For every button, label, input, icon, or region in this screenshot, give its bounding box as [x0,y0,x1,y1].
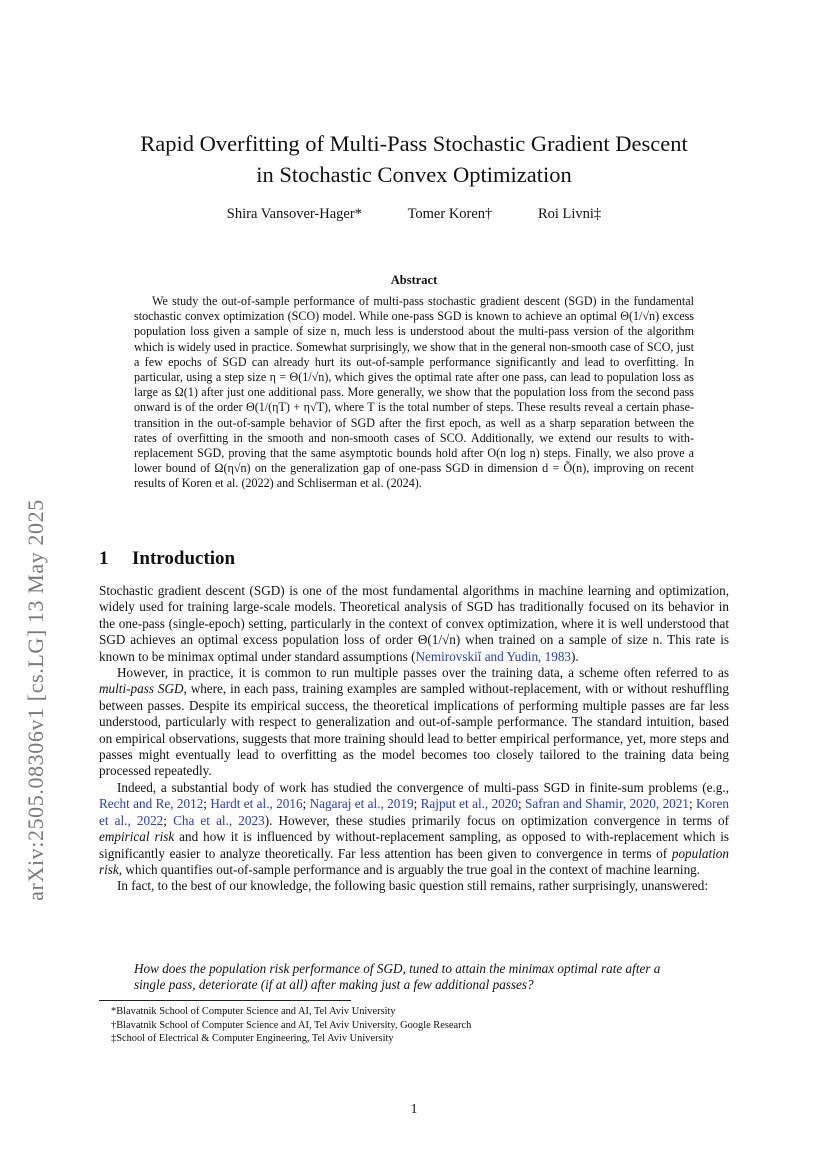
paragraph-2 [99,665,729,780]
paragraph-3: Indeed, a substantial body of work has studied the convergence of multi-pass SGD in finite-sum problems (e.g., Recht and Re, 2012; Hardt et al., 2016; Nagaraj et al., 2019; Rajput et al., 2020; Safran and Shamir, 2020, 2021; Koren et al., 2022; Cha et al., 2023). However, these studies primarily focus on optimization convergence in terms of empirical risk and how it is influenced by without-replacement sampling, as opposed to with-replacement which is significantly easier to analyze theoretically. Far less attention has been given to convergence in terms of population risk, which quantifies out-of-sample performance and is arguably the true goal in the context of machine learning. [99,779,729,877]
citation-link[interactable]: Hardt et al., 2016 [210,796,303,812]
paragraph-text: However, in practice, it is common to run multiple passes over the training data, a scheme often referred to as [117,665,729,681]
paragraph-text: , which quantifies out-of-sample performance and is arguably the true goal in the context of machine learning. [118,861,701,877]
paragraph-1 [99,583,729,665]
paragraph-text: Indeed, a substantial body of work has studied the convergence of multi-pass SGD in finite-sum problems (e.g., [117,779,729,795]
citation-link[interactable]: Koren et al., 2022 [99,796,729,828]
footnote-divider [99,1000,351,1001]
footnotes [111,1005,471,1046]
citation-link[interactable]: Nemirovskiĭ and Yudin, 1983 [415,648,572,664]
emphasis: population risk [99,845,729,877]
footnote-3: ‡School of Electrical & Computer Engineering, Tel Aviv University [111,1033,394,1045]
footnote-1: *Blavatnik School of Computer Science and AI, Tel Aviv University [111,1006,396,1017]
arxiv-identifier: arXiv:2505.08306v1 [cs.LG] 13 May 2025 [23,499,48,901]
paragraph-4: In fact, to the best of our knowledge, the following basic question still remains, rather surprisingly, unanswered: [117,878,708,894]
paragraph-text: ). However, these studies primarily focus on optimization convergence in terms of [264,812,729,828]
paragraph-text: Stochastic gradient descent (SGD) is one of the most fundamental algorithms in machine learning and optimization, widely used for training large-scale models. Theoretical analysis of SGD has traditionally focused on its behavior in the one-pass (single-epoch) setting, particularly in the context of convex optimization, where it is well understood that SGD achieves an optimal excess population loss of order Θ(1/√n) when trained on a sample of size n. This rate is known to be minimax optimal under standard assumptions ( [99,583,729,664]
author-1: Shira Vansover-Hager* [226,206,362,222]
emphasis: multi-pass SGD [99,681,184,697]
body-text [99,583,729,895]
section-number: 1 [99,548,109,569]
emphasis: empirical risk [99,829,175,845]
section-heading [99,548,235,570]
paragraph-text: , where, in each pass, training examples are sampled without-replacement, with or without reshuffling between passes. Despite its empirical success, the theoretical implications of performing multiple passes are far less understood, particularly with respect to generalization and out-of-sample performance. The standard intuition, based on empirical observations, suggests that more training should lead to better empirical performance, yet, more steps and passes might eventually lead to overfitting as the model becomes too closely tailored to the training data being processed repeatedly. [99,681,729,779]
citation-link[interactable]: Cha et al., 2023 [173,812,265,828]
research-question: How does the population risk performance of SGD, tuned to attain the minimax optimal rate after a single pass, deteriorate (if at all) after making just a few additional passes? [134,961,661,993]
page-number: 1 [410,1101,418,1116]
citation-link[interactable]: Rajput et al., 2020 [420,796,518,812]
citation-link[interactable]: Nagaraj et al., 2019 [309,796,414,812]
section-title: Introduction [132,548,236,569]
author-3: Roi Livni‡ [537,206,602,222]
paragraph-text: and how it is influenced by without-replacement sampling, as opposed to with-replacement which is significantly easier to analyze theoretically. Far less attention has been given to convergence in terms of [99,829,729,861]
abstract-text: We study the out-of-sample performance of multi-pass stochastic gradient descent (SGD) in the fundamental stochastic convex optimization (SCO) model. While one-pass SGD is known to achieve an optimal Θ(1/√n) excess population loss given a sample of size n, much less is understood about the multi-pass version of the algorithm which is widely used in practice. Somewhat surprisingly, we show that in the general non-smooth case of SCO, just a few epochs of SGD can already hurt its out-of-sample performance significantly and lead to overfitting. In particular, using a step size η = Θ(1/√n), which gives the optimal rate after one pass, can lead to population loss as large as Ω(1) after just one additional pass. More generally, we show that the population loss from the second pass onward is of the order Θ(1/(ηT) + η√T), where T is the total number of steps. These results reveal a certain phase-transition in the out-of-sample behavior of SGD after the first epoch, as well as a sharp separation between the rates of overfitting in the smooth and non-smooth cases of SCO. Additionally, we extend our results to with-replacement SGD, proving that the same asymptotic bounds hold after O(n log n) steps. Finally, we also prove a lower bound of Ω(η√n) on the generalization gap of one-pass SGD in dimension d = Õ(n), improving on recent results of Koren et al. (2022) and Schliserman et al. (2024). [134,294,694,491]
citation-link[interactable]: Safran and Shamir, 2020, 2021 [525,796,689,812]
paragraph-text: ). [571,648,579,664]
footnote-2: †Blavatnik School of Computer Science and AI, Tel Aviv University, Google Research [111,1019,472,1031]
author-2: Tomer Koren† [407,206,493,222]
paper-title [0,128,828,190]
title-line-2: in Stochastic Convex Optimization [256,162,572,187]
abstract-heading: Abstract [390,273,438,287]
title-line-1: Rapid Overfitting of Multi-Pass Stochastic Gradient Descent [140,131,688,156]
citation-link[interactable]: Recht and Re, 2012 [99,796,204,812]
author-list [0,206,828,223]
